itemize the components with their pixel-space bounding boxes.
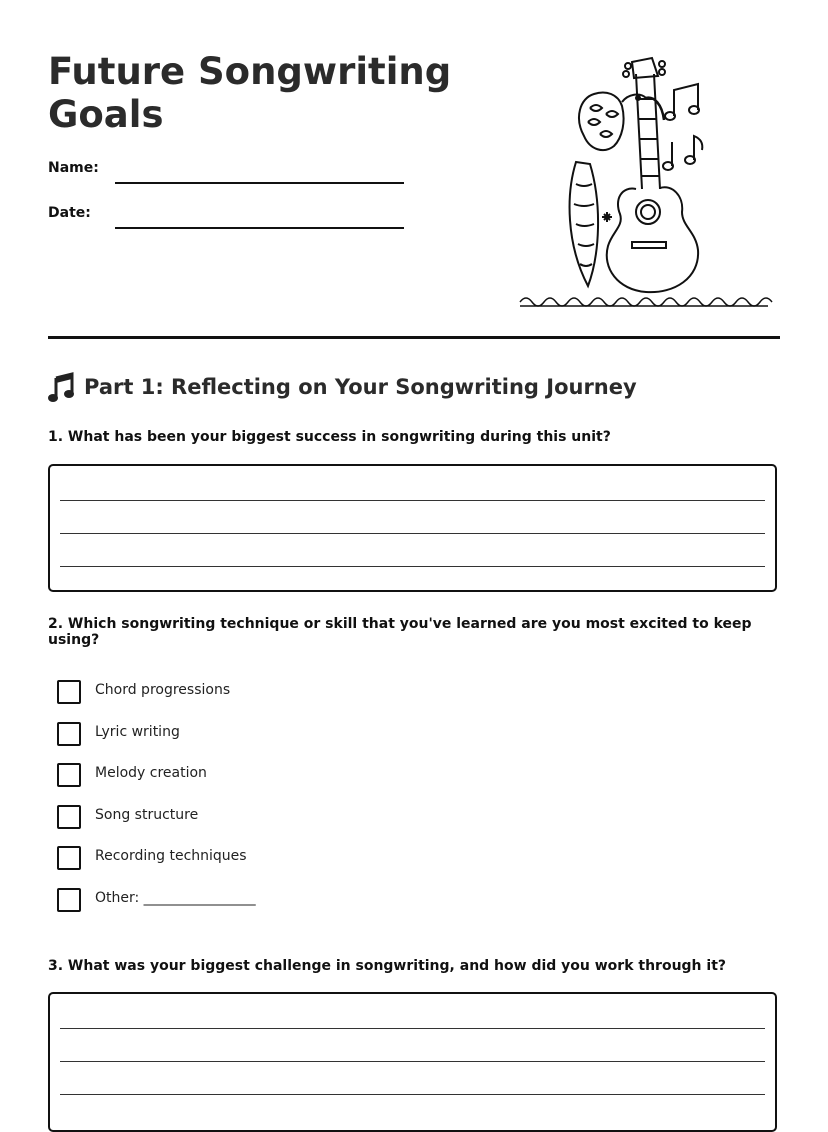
checkbox[interactable] [57, 763, 81, 787]
answer-line [60, 1028, 765, 1029]
name-field[interactable] [48, 160, 408, 190]
option-other[interactable] [57, 886, 457, 912]
answer-line [60, 533, 765, 534]
checkbox[interactable] [57, 680, 81, 704]
section-divider [48, 336, 780, 339]
date-input-line[interactable] [115, 227, 404, 229]
answer-line [60, 500, 765, 501]
option-lyric-writing[interactable] [57, 720, 457, 746]
checkbox[interactable] [57, 722, 81, 746]
option-chord-progressions[interactable] [57, 678, 457, 704]
music-note-icon [48, 372, 74, 402]
option-melody-creation[interactable] [57, 761, 457, 787]
part1-heading [48, 372, 637, 402]
answer-line [60, 1094, 765, 1095]
answer-box-1[interactable] [48, 464, 777, 592]
date-field[interactable] [48, 205, 408, 235]
option-song-structure[interactable] [57, 803, 457, 829]
answer-box-3[interactable] [48, 992, 777, 1132]
question-1: 1. What has been your biggest success in songwriting during this unit? [48, 429, 611, 445]
option-label: Chord progressions [95, 682, 231, 698]
date-label: Date: [48, 205, 91, 221]
checkbox[interactable] [57, 805, 81, 829]
option-label: Lyric writing [95, 724, 180, 740]
question-2: 2. Which songwriting technique or skill that you've learned are you most excited to keep using? [48, 616, 752, 648]
guitar-body-icon [607, 187, 698, 292]
guitar-illustration [514, 54, 776, 316]
option-label: Other: ________________ [95, 890, 256, 906]
answer-line [60, 1061, 765, 1062]
question-3: 3. What was your biggest challenge in songwriting, and how did you work through it? [48, 958, 727, 974]
name-label: Name: [48, 160, 99, 176]
option-label: Song structure [95, 807, 199, 823]
part1-heading-text: Part 1: Reflecting on Your Songwriting Journey [84, 375, 637, 399]
page-title: Future Songwriting Goals [48, 50, 452, 136]
checkbox[interactable] [57, 888, 81, 912]
answer-line [60, 566, 765, 567]
option-label: Recording techniques [95, 848, 247, 864]
name-input-line[interactable] [115, 182, 404, 184]
checkbox[interactable] [57, 846, 81, 870]
option-recording-techniques[interactable] [57, 844, 457, 870]
option-label: Melody creation [95, 765, 207, 781]
